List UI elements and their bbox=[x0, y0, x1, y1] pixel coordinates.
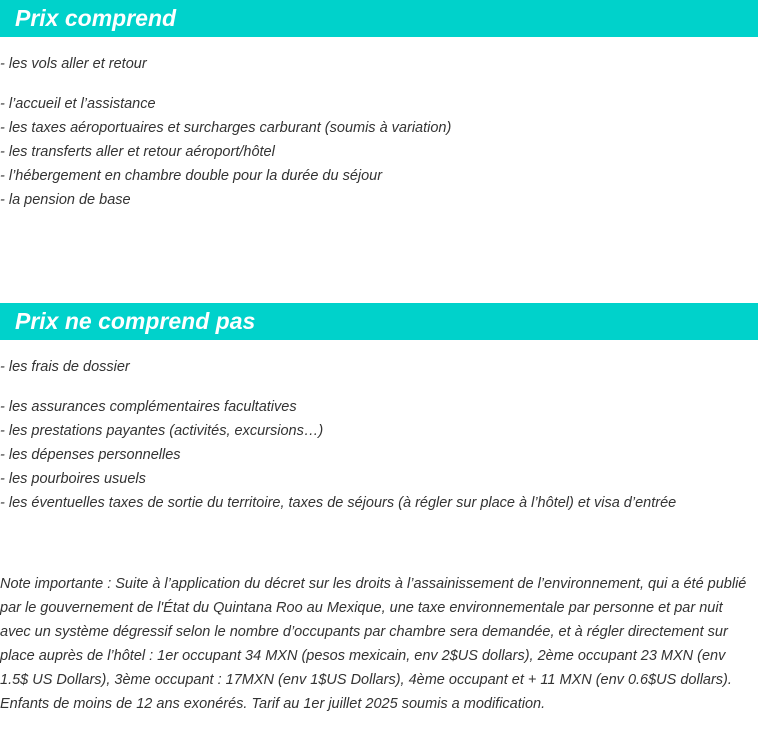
list-item: - les dépenses personnelles bbox=[0, 447, 181, 463]
included-section-header bbox=[0, 0, 758, 37]
list-item: - les vols aller et retour bbox=[0, 56, 147, 72]
list-item: - les frais de dossier bbox=[0, 359, 130, 375]
list-item: - les pourboires usuels bbox=[0, 471, 146, 487]
list-item: - les taxes aéroportuaires et surcharges carburant (soumis à variation) bbox=[0, 120, 452, 136]
list-item: - les éventuelles taxes de sortie du territoire, taxes de séjours (à régler sur place à l’hôtel) et visa d’entrée bbox=[0, 495, 677, 511]
list-item: - les assurances complémentaires facultatives bbox=[0, 399, 297, 415]
important-note: Note importante : Suite à l’application du décret sur les droits à l’assainissement de l’environnement, qui a été publié par le gouvernement de l'État du Quintana Roo au Mexique, une taxe environnementale par personne et par nuit avec un système dégressif selon le nombre d’occupants par chambre sera demandée, et à régler directement sur place auprès de l’hôtel : 1er occupant 34 MXN (pesos mexicain, env 2$US dollars), 2ème occupant 23 MXN (env 1.5$ US Dollars), 3ème occupant : 17MXN (env 1$US Dollars), 4ème occupant et + 11 MXN (env 0.6$US dollars). Enfants de moins de 12 ans exonérés. Tarif au 1er juillet 2025 soumis a modification. bbox=[0, 576, 747, 712]
included-list bbox=[0, 52, 758, 212]
included-title: Prix comprend bbox=[15, 5, 177, 31]
excluded-list bbox=[0, 355, 758, 515]
list-item: - l’hébergement en chambre double pour la durée du séjour bbox=[0, 168, 383, 184]
list-item: - l’accueil et l’assistance bbox=[0, 96, 156, 112]
list-item: - la pension de base bbox=[0, 192, 131, 208]
list-item: - les transferts aller et retour aéroport/hôtel bbox=[0, 144, 275, 160]
excluded-section-header bbox=[0, 303, 758, 340]
excluded-title: Prix ne comprend pas bbox=[15, 308, 256, 334]
list-item: - les prestations payantes (activités, excursions…) bbox=[0, 423, 324, 439]
